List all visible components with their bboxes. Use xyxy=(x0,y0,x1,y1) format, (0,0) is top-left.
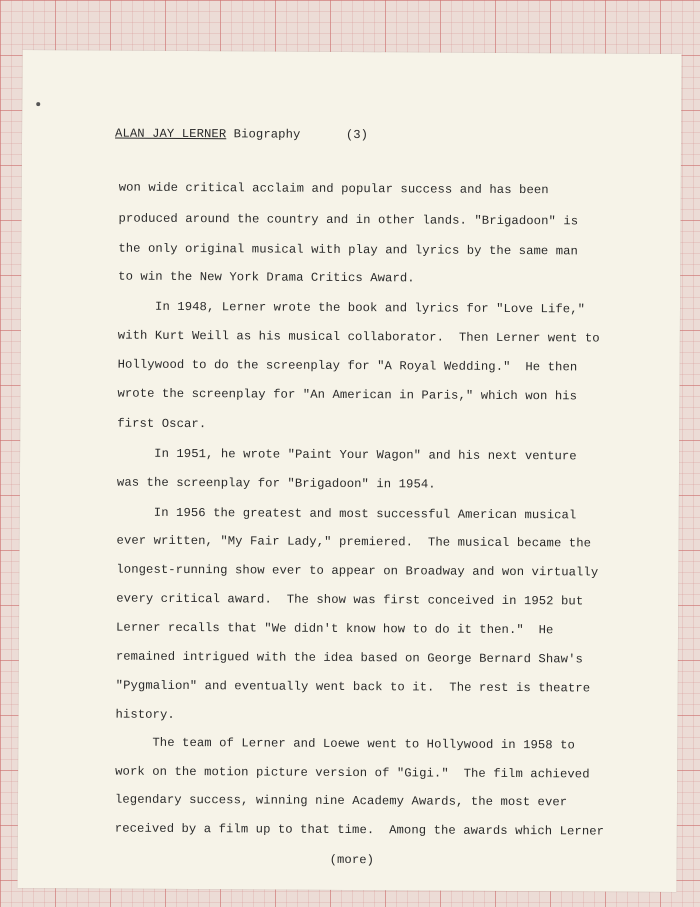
header-title: Biography xyxy=(233,127,301,142)
text-line: wrote the screenplay for "An American in Paris," which won his xyxy=(117,386,578,404)
text-line: every critical award. The show was first conceived in 1952 but xyxy=(116,591,584,609)
text-line: In 1948, Lerner wrote the book and lyrics for "Love Life," xyxy=(117,299,586,317)
text-line: Lerner recalls that "We didn't know how to do it then." He xyxy=(115,620,554,638)
header-page-number: (3) xyxy=(345,127,369,143)
text-line: was the screenplay for "Brigadoon" in 1954. xyxy=(116,475,436,492)
text-line: history. xyxy=(115,707,175,722)
text-line: to win the New York Drama Critics Award. xyxy=(118,269,415,286)
text-line: remained intrigued with the idea based on George Bernard Shaw's xyxy=(115,649,583,667)
punch-hole-mark xyxy=(36,102,40,106)
text-line: produced around the country and in other lands. "Brigadoon" is xyxy=(118,211,579,229)
text-line: the only original musical with play and lyrics by the same man xyxy=(118,241,579,259)
text-line: Hollywood to do the screenplay for "A Royal Wedding." He then xyxy=(117,357,578,375)
text-line: legendary success, winning nine Academy Awards, the most ever xyxy=(114,792,568,810)
typed-page xyxy=(17,50,681,892)
text-line: with Kurt Weill as his musical collaborator. Then Lerner went to xyxy=(117,328,600,346)
text-line: "Pygmalion" and eventually went back to it. The rest is theatre xyxy=(115,678,591,696)
text-line: In 1951, he wrote "Paint Your Wagon" and his next venture xyxy=(117,446,577,464)
text-line: ever written, "My Fair Lady," premiered. The musical became the xyxy=(116,533,592,551)
page-header xyxy=(115,127,368,143)
header-name: ALAN JAY LERNER xyxy=(115,126,227,142)
text-line: won wide critical acclaim and popular success and has been xyxy=(118,180,549,198)
text-line: work on the motion picture version of "Gigi." The film achieved xyxy=(115,764,590,782)
text-line: received by a film up to that time. Among the awards which Lerner xyxy=(114,821,605,839)
text-line: first Oscar. xyxy=(117,416,207,432)
text-line: In 1956 the greatest and most successful American musical xyxy=(116,505,577,523)
more-indicator: (more) xyxy=(329,852,375,868)
text-line: The team of Lerner and Loewe went to Hollywood in 1958 to xyxy=(115,735,576,753)
text-line: longest-running show ever to appear on Broadway and won virtually xyxy=(116,562,599,580)
